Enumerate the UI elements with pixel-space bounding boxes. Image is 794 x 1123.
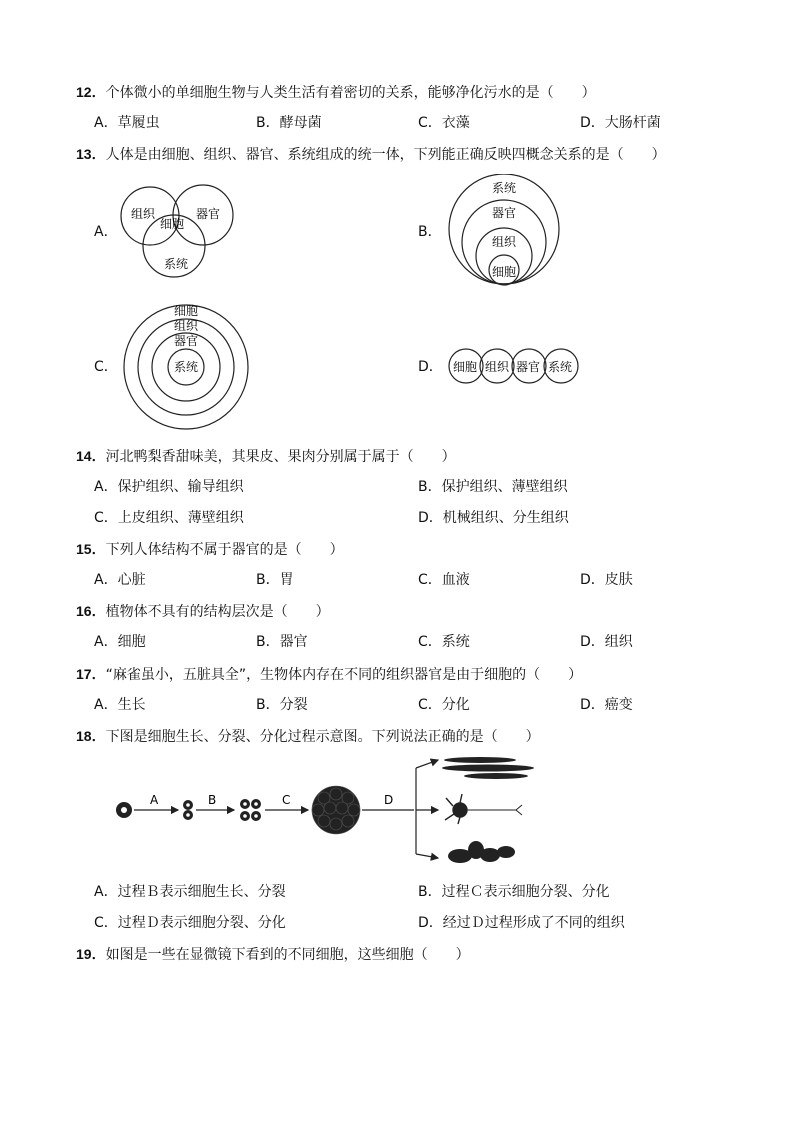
- diagram-label: 组织: [131, 207, 156, 221]
- option-a[interactable]: A．过程Ｂ表示细胞生长、分裂: [94, 884, 286, 900]
- question-17: [76, 664, 582, 685]
- cell-process-diagram: [108, 754, 538, 868]
- option-c[interactable]: C．过程Ｄ表示细胞分裂、分化: [94, 915, 286, 931]
- arrow-label: D: [384, 793, 394, 807]
- question-stem: 人体是由细胞、组织、器官、系统组成的统一体，下列能正确反映四概念关系的是（ ）: [105, 147, 666, 163]
- question-number: 19．: [76, 946, 106, 962]
- question-stem: 下图是细胞生长、分裂、分化过程示意图。下列说法正确的是（ ）: [105, 729, 540, 745]
- diagram-label: 组织: [485, 360, 510, 374]
- cell-mass: [312, 786, 360, 834]
- question-stem: 下列人体结构不属于器官的是（ ）: [105, 542, 344, 558]
- diagram-label: 细胞: [492, 265, 517, 279]
- diagram-label: 细胞: [174, 304, 199, 318]
- option-b[interactable]: B．酵母菌: [256, 115, 322, 131]
- option-a[interactable]: A．保护组织、输导组织: [94, 479, 244, 495]
- diagram-label: 系统: [174, 360, 199, 374]
- diagram-label: 组织: [174, 319, 199, 333]
- option-c[interactable]: C．衣藻: [418, 115, 470, 131]
- diagram-label: 细胞: [160, 217, 185, 231]
- four-cells: [240, 799, 261, 821]
- option-b[interactable]: B．器官: [256, 634, 308, 650]
- question-number: 18．: [76, 728, 106, 744]
- nested-circles-b: [446, 174, 562, 288]
- venn-diagram-a: [118, 178, 240, 282]
- question-19: [76, 944, 470, 965]
- question-14: [76, 446, 456, 467]
- option-a[interactable]: A．心脏: [94, 572, 146, 588]
- neuron: [445, 794, 522, 824]
- diagram-label: 系统: [492, 181, 517, 195]
- option-a[interactable]: A．草履虫: [94, 115, 160, 131]
- option-a[interactable]: A．细胞: [94, 634, 146, 650]
- question-stem: 河北鸭梨香甜味美，其果皮、果肉分别属于属于（ ）: [105, 449, 456, 465]
- option-d[interactable]: D．经过Ｄ过程形成了不同的组织: [418, 915, 625, 931]
- option-b[interactable]: B．保护组织、薄壁组织: [418, 479, 568, 495]
- arrow-label: A: [150, 793, 159, 807]
- option-d-label[interactable]: D．: [418, 359, 443, 375]
- question-number: 13．: [76, 146, 106, 162]
- diagram-label: 系统: [164, 257, 189, 271]
- option-c[interactable]: C．血液: [418, 572, 470, 588]
- option-c-label[interactable]: C．: [94, 359, 118, 375]
- option-b[interactable]: B．过程Ｃ表示细胞分裂、分化: [418, 884, 610, 900]
- question-number: 12．: [76, 84, 106, 100]
- option-d[interactable]: D．组织: [580, 634, 633, 650]
- option-b-label[interactable]: B．: [418, 224, 442, 240]
- diagram-label: 系统: [548, 360, 573, 374]
- option-a[interactable]: A．生长: [94, 697, 146, 713]
- question-18: [76, 726, 540, 747]
- arrow-label: C: [282, 793, 291, 807]
- question-stem: 植物体不具有的结构层次是（ ）: [105, 604, 330, 620]
- question-number: 15．: [76, 541, 106, 557]
- question-stem: 如图是一些在显微镜下看到的不同细胞，这些细胞（ ）: [105, 947, 470, 963]
- question-12: [76, 82, 596, 103]
- muscle-tissue: [442, 757, 534, 779]
- question-13: [76, 144, 666, 165]
- diagram-label: 组织: [492, 235, 517, 249]
- diagram-label: 器官: [196, 207, 221, 221]
- option-c[interactable]: C．分化: [418, 697, 470, 713]
- chain-circles-d: [448, 347, 580, 385]
- option-c[interactable]: C．系统: [418, 634, 470, 650]
- question-number: 17．: [76, 666, 106, 682]
- concentric-circles-c: [118, 302, 250, 430]
- question-stem: 个体微小的单细胞生物与人类生活有着密切的关系，能够净化污水的是（ ）: [105, 85, 596, 101]
- question-stem: “麻雀虽小，五脏具全”，生物体内存在不同的组织器官是由于细胞的（ ）: [105, 667, 583, 683]
- diagram-label: 器官: [492, 206, 517, 220]
- diagram-label: 器官: [174, 334, 199, 348]
- option-c[interactable]: C．上皮组织、薄壁组织: [94, 510, 244, 526]
- option-d[interactable]: D．大肠杆菌: [580, 115, 661, 131]
- option-a-label[interactable]: A．: [94, 224, 118, 240]
- question-number: 14．: [76, 448, 106, 464]
- option-d[interactable]: D．癌变: [580, 697, 633, 713]
- option-b[interactable]: B．胃: [256, 572, 294, 588]
- tissue-cluster: [448, 841, 515, 863]
- diagram-label: 细胞: [453, 360, 478, 374]
- option-d[interactable]: D．机械组织、分生组织: [418, 510, 569, 526]
- question-16: [76, 601, 330, 622]
- question-15: [76, 539, 344, 560]
- diagram-label: 器官: [516, 360, 541, 374]
- arrow-label: B: [208, 793, 217, 807]
- question-number: 16．: [76, 603, 106, 619]
- option-b[interactable]: B．分裂: [256, 697, 308, 713]
- option-d[interactable]: D．皮肤: [580, 572, 633, 588]
